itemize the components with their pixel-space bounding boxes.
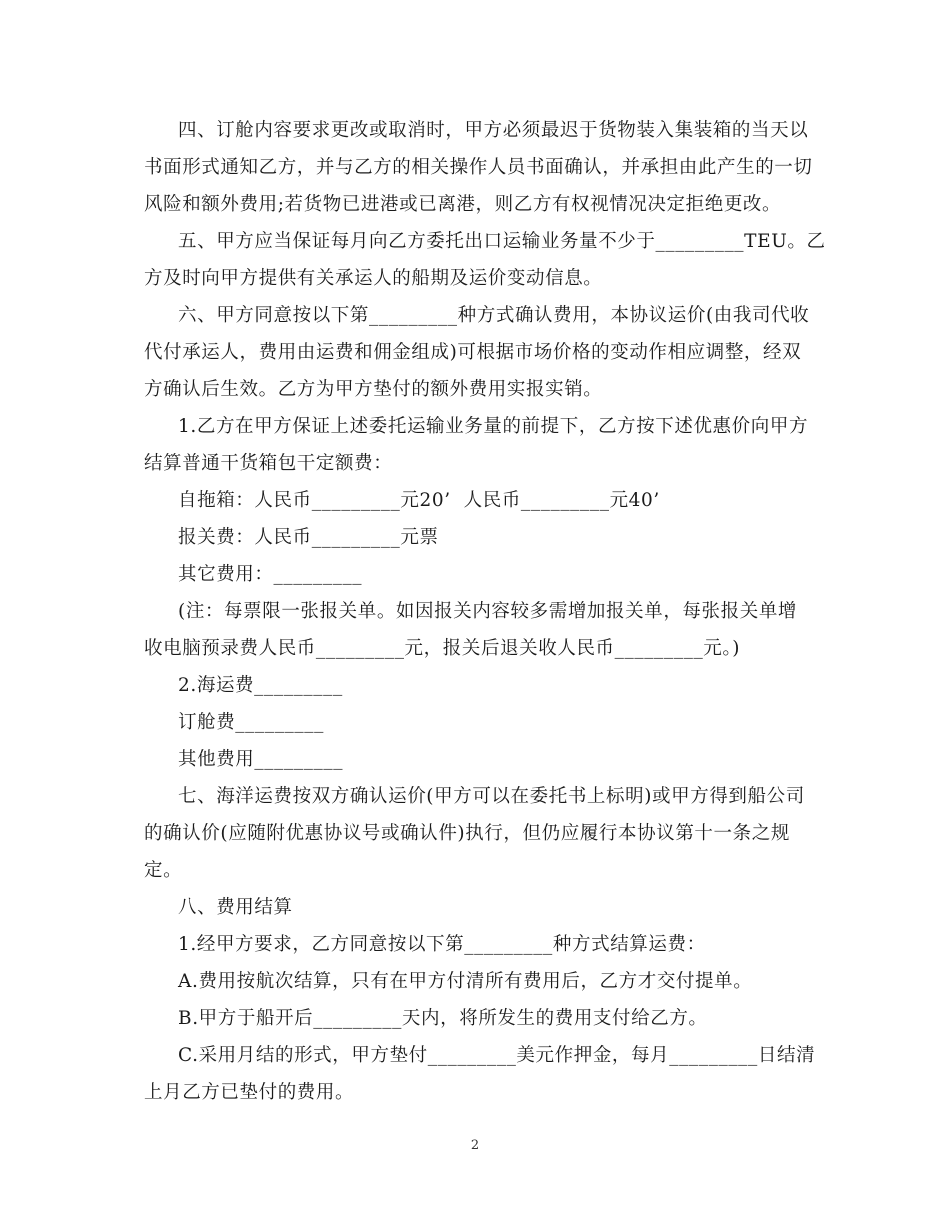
text-line: 风险和额外费用;若货物已进港或已离港，则乙方有权视情况决定拒绝更改。 bbox=[144, 194, 782, 215]
text-line: 方确认后生效。乙方为甲方垫付的额外费用实报实销。 bbox=[144, 379, 603, 400]
page-number: 2 bbox=[470, 1138, 480, 1153]
text-line: 四、订舱内容要求更改或取消时，甲方必须最迟于货物装入集装箱的当天以 bbox=[178, 120, 809, 141]
text-line: 五、甲方应当保证每月向乙方委托出口运输业务量不少于_________TEU。乙 bbox=[178, 231, 826, 252]
text-line: 1.乙方在甲方保证上述委托运输业务量的前提下，乙方按下述优惠价向甲方 bbox=[178, 416, 809, 437]
text-line: 收电脑预录费人民币_________元，报关后退关收人民币_________元。) bbox=[144, 638, 741, 659]
text-line: 定。 bbox=[144, 860, 183, 881]
text-line: C.采用月结的形式，甲方垫付_________美元作押金，每月_________日结清 bbox=[178, 1045, 816, 1066]
text-line: 自拖箱：人民币_________元20’ 人民币_________元40’ bbox=[178, 490, 660, 511]
section-heading: 八、费用结算 bbox=[178, 897, 293, 918]
text-line: 上月乙方已垫付的费用。 bbox=[144, 1082, 355, 1103]
text-line: 方及时向甲方提供有关承运人的船期及运价变动信息。 bbox=[144, 268, 603, 289]
text-line: B.甲方于船开后_________天内，将所发生的费用支付给乙方。 bbox=[178, 1008, 708, 1029]
text-line: A.费用按航次结算，只有在甲方付清所有费用后，乙方才交付提单。 bbox=[178, 971, 753, 992]
text-line: 1.经甲方要求，乙方同意按以下第_________种方式结算运费： bbox=[178, 934, 706, 955]
text-line: 订舱费_________ bbox=[178, 712, 324, 733]
text-line: 结算普通干货箱包干定额费： bbox=[144, 453, 393, 474]
text-line: 七、海洋运费按双方确认运价(甲方可以在委托书上标明)或甲方得到船公司 bbox=[178, 786, 805, 807]
text-line: (注：每票限一张报关单。如因报关内容较多需增加报关单，每张报关单增 bbox=[178, 601, 798, 622]
text-line: 六、甲方同意按以下第_________种方式确认费用，本协议运价(由我司代收 bbox=[178, 305, 810, 326]
text-line: 的确认价(应随附优惠协议号或确认件)执行，但仍应履行本协议第十一条之规 bbox=[144, 823, 790, 844]
text-line: 2.海运费_________ bbox=[178, 675, 343, 696]
text-line: 书面形式通知乙方，并与乙方的相关操作人员书面确认，并承担由此产生的一切 bbox=[144, 157, 813, 178]
text-line: 报关费：人民币_________元票 bbox=[178, 527, 439, 548]
text-line: 其他费用_________ bbox=[178, 749, 344, 770]
text-line: 其它费用：_________ bbox=[178, 564, 363, 585]
text-line: 代付承运人，费用由运费和佣金组成)可根据市场价格的变动作相应调整，经双 bbox=[144, 342, 802, 363]
